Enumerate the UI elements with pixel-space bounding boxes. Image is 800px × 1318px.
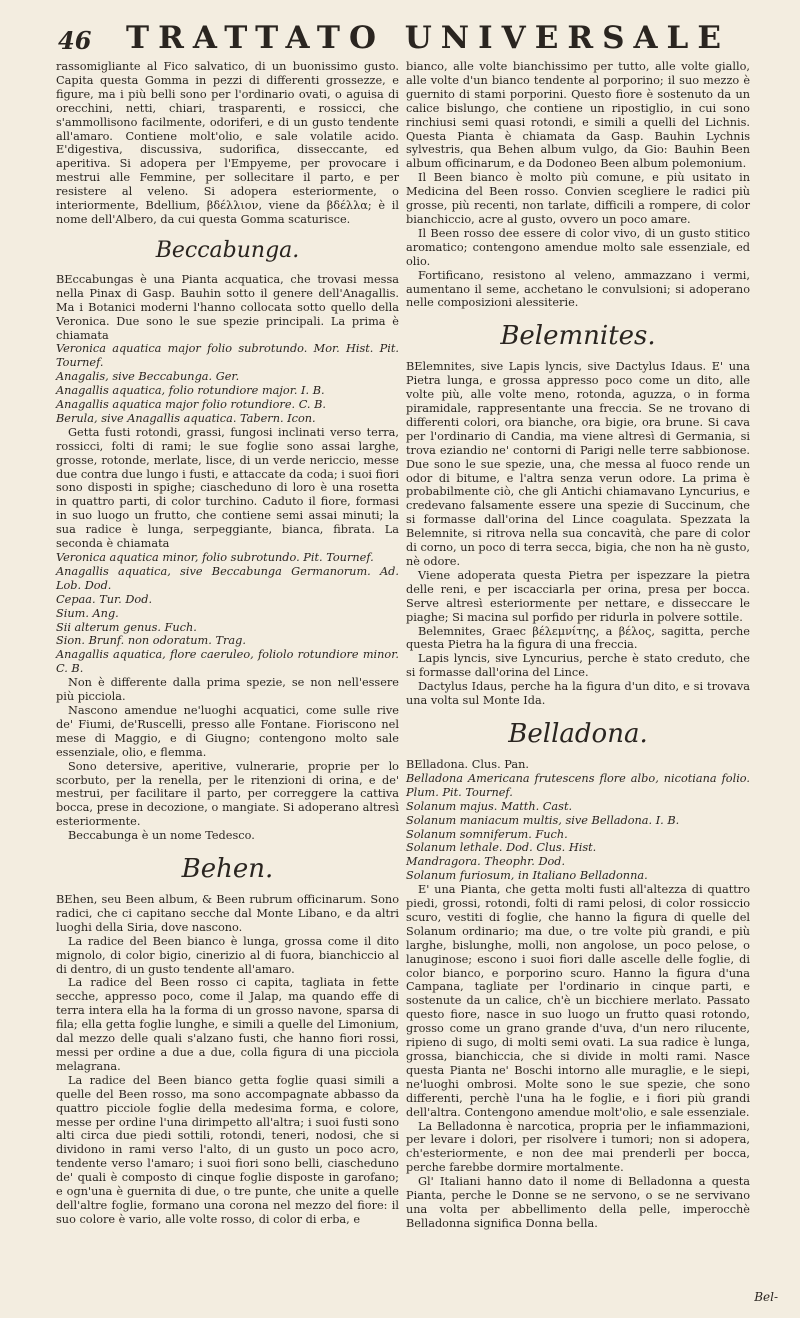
synonym-line: Cepaa. Tur. Dod. <box>56 592 153 606</box>
left-column <box>56 60 399 1227</box>
paragraph: E' una Pianta, che getta molti fusti all'altezza di quattro piedi, grossi, rotondi, folti di rami pelosi, di color rossiccio scuro, vestiti di foglie, che hanno la figura di quelle del Solanum ordinario; ma due, o tre volte più grandi, e più larghe, bislunghe, molli, non angolose, un poco pelose, o lanuginose; escono i suoi fiori dalle ascelle delle foglie, di color bianco, e porporino scuro. Hanno la figura d'una Campana, tagliate per l'ordinario in cinque parti, e sostenute da un calice, ch'è un bicchiere merlato. Passato questo fiore, nasce in suo luogo un frutto quasi rotondo, grosso come un grano grande d'uva, d'un nero rilucente, ripieno di sugo, di molti semi ovati. La sua radice è lunga, grossa, bianchiccia, che si divide in molti rami. Nasce questa Pianta ne' Boschi intorno alle muraglie, e le siepi, ne'luoghi ombrosi. Molte sono le sue spezie, che sono differenti, perchè l'una ha le foglie, e i fiori più grandi dell'altra. Contengono amendue molt'olio, e sale essenziale. <box>406 883 750 1119</box>
paragraph: Non è differente dalla prima spezie, se non nell'essere più picciola. <box>56 676 399 704</box>
paragraph: bianco, alle volte bianchissimo per tutto, alle volte giallo, alle volte d'un bianco tendente al porporino; il suo mezzo è guernito di stami porporini. Questo fiore è sostenuto da un calice bislungo, che contiene un ripostiglio, in cui sono rinchiusi semi quasi rotondi, e simili a quelli del Lichnis. Questa Pianta è chiamata da Gasp. Bauhin Lychnis sylvestris, qua Behen album vulgo, da Gio: Bauhin Been album officinarum, e da Dodoneo Been album polemonium. <box>406 60 750 171</box>
synonym-line: Veronica aquatica minor, folio subrotundo. Pit. Tournef. <box>56 551 374 564</box>
paragraph: La Belladonna è narcotica, propria per le infiammazioni, per levare i dolori, per risolvere i tumori; non si adopera, ch'esteriormente, e non dee mai prenderli per bocca, perche farebbe dormire mortalmente. <box>406 1119 750 1175</box>
page-number: 46 <box>58 26 92 55</box>
synonym-line: Anagallis aquatica, folio rotundiore major. I. B. <box>56 384 325 398</box>
synonym-line: Anagallis aquatica, flore caeruleo, foliolo rotundiore minor. C. B. <box>56 648 399 676</box>
section-heading-behen: Behen. <box>181 854 274 885</box>
section-heading-belemnites: Belemnites. <box>500 321 656 352</box>
paragraph: BElemnites, sive Lapis lyncis, sive Dactylus Idaus. E' una Pietra lunga, e grossa appresso poco come un dito, alle volte più, alle volte meno, rotonda, aguzza, o in forma piramidale, rappresentante una freccia. Se ne trovano di differenti colori, ora bianche, ora bigie, ora brune. Si cava per l'ordinario di Candia, ma viene altresì di Germania, si trova eziandio ne' contorni di Parigi nelle terre sabbionose. Due sono le sue spezie, una, che messa al fuoco rende un odor di bitume, e l'altra senza verun odore. La prima è probabilmente ciò, che gli Antichi chiamavano Lyncurius, e credevano falsamente essere una spezie di Succinum, che si formasse dall'orina del Lince coagulata. Spezzata la Belemnite, si ritrova nella sua concavità, che pare di color di corno, un poco di terra secca, bigia, che non ha nè gusto, nè odore. <box>406 360 750 568</box>
paragraph: BEccabungas è una Pianta acquatica, che trovasi messa nella Pinax di Gasp. Bauhin sotto il genere dell'Anagallis. Ma i Botanici moderni l'hanno collocata sotto quello della Veronica. Due sono le sue spezie principali. La prima è chiamata <box>56 272 399 342</box>
synonym-line: Solanum maniacum multis, sive Belladona. I. B. <box>406 813 680 827</box>
synonym-line: Solanum furiosum, in Italiano Belladonna. <box>406 869 648 883</box>
paragraph: BEhen, seu Been album, & Been rubrum officinarum. Sono radici, che ci capitano secche dal Monte Libano, e da altri luoghi della Siria, dove nascono. <box>56 893 399 934</box>
paragraph: Nascono amendue ne'luoghi acquatici, come sulle rive de' Fiumi, de'Ruscelli, presso alle Fontane. Fioriscono nel mese di Maggio, e di Giugno; contengono molto sale essenziale, olio, e flemma. <box>56 703 399 759</box>
paragraph: La radice del Been bianco è lunga, grossa come il dito mignolo, di color bigio, cinerizio al di fuora, bianchiccio al di dentro, di un gusto tendente all'amaro. <box>56 934 399 976</box>
paragraph: Gl' Italiani hanno dato il nome di Belladonna a questa Pianta, perche le Donne se ne servono, o se ne servivano una volta per abbellimento della pelle, imperocchè Belladonna significa Donna bella. <box>406 1175 750 1230</box>
synonym-line: Belladona Americana frutescens flore albo, nicotiana folio. Plum. Pit. Tournef. <box>406 771 750 799</box>
right-column <box>406 60 750 1231</box>
paragraph: rassomigliante al Fico salvatico, di un buonissimo gusto. Capita questa Gomma in pezzi di differenti grossezze, e figure, ma i più belli sono per l'ordinario ovati, o aguisa di orecchini, netti, chiari, trasparenti, e rossicci, che s'ammollisono facilmente, odoriferi, e di un gusto tendente all'amaro. Contiene molt'olio, e sale volatile acido. E'digestiva, discussiva, sudorifica, disseccante, ed aperitiva. Si adopera per l'Empyeme, per provocare i mestrui alle Femmine, per sollecitare il parto, e per resistere al veleno. Si adopera esteriormente, o interiormente, Bdellium, βδέλλιον, viene da βδέλλα; è il nome dell'Albero, da cui questa Gomma scaturisce. <box>56 60 399 226</box>
paragraph: Belemnites, Graec βέλεμνίτης, a βέλος, sagitta, perche questa Pietra ha la figura di una freccia. <box>406 624 750 652</box>
synonym-line: Anagallis aquatica, sive Beccabunga Germanorum. Ad. Lob. Dod. <box>56 564 399 592</box>
synonym-line: Anagallis aquatica major folio rotundiore. C. B. <box>56 398 327 412</box>
section-heading-beccabunga: Beccabunga. <box>155 237 300 263</box>
paragraph: Sono detersive, aperitive, vulnerarie, proprie per lo scorbuto, per la renella, per le ritenzioni di orina, e de' mestrui, per facilitare il parto, per correggere la cattiva bocca, prese in decozione, o mangiate. Si adoperano altresì esteriormente. <box>56 759 399 829</box>
section-heading-belladona: Belladona. <box>508 718 648 749</box>
synonym-line: Sion. Brunf. non odoratum. Trag. <box>56 634 246 648</box>
synonym-line: Sium. Ang. <box>56 606 119 620</box>
paragraph: BElladona. Clus. Pan. <box>406 757 529 771</box>
synonym-line: Solanum lethale. Dod. Clus. Hist. <box>406 841 597 855</box>
paragraph: Beccabunga è un nome Tedesco. <box>68 829 255 843</box>
paragraph: La radice del Been rosso ci capita, tagliata in fette secche, appresso poco, come il Jalap, ma quando effe di terra intera ella ha la forma di un grosso navone, sparsa di fila; ella getta foglie lunghe, e simili a quelle del Limonium, dal mezzo delle quali s'alzano fusti, che hanno fiori rossi, messi per ordine a due a due, colla figura di una picciola melagrana. <box>56 976 399 1073</box>
synonym-line: Anagalis, sive Beccabunga. Ger. <box>56 370 240 384</box>
paragraph: Dactylus Idaus, perche ha la figura d'un dito, e si trovava una volta sul Monte Ida. <box>406 680 750 708</box>
synonym-line: Berula, sive Anagallis aquatica. Tabern. Icon. <box>56 411 316 425</box>
paragraph: Viene adoperata questa Pietra per ispezzare la pietra delle reni, e per iscacciarla per orina, presa per bocca. Serve altresì esteriormente per nettare, e disseccare le piaghe; Si macina sul porfido per ridurla in polvere sottile. <box>406 568 750 624</box>
paragraph: Lapis lyncis, sive Lyncurius, perche è stato creduto, che si formasse dall'orina del Lince. <box>406 652 750 680</box>
paragraph: Il Been rosso dee essere di color vivo, di un gusto stitico aromatico; contengono amendue molto sale essenziale, ed olio. <box>406 226 750 268</box>
catchword: Bel- <box>754 1290 778 1304</box>
synonym-line: Solanum somniferum. Fuch. <box>406 827 568 841</box>
page-header <box>58 18 748 58</box>
synonym-line: Veronica aquatica major folio subrotundo. Mor. Hist. Pit. Tournef. <box>56 342 399 370</box>
synonym-line: Sii alterum genus. Fuch. <box>56 620 197 634</box>
synonym-line: Mandragora. Theophr. Dod. <box>406 855 566 869</box>
synonym-line: Solanum majus. Matth. Cast. <box>406 799 573 813</box>
paragraph: Fortificano, resistono al veleno, ammazzano i vermi, aumentano il seme, acchetano le convulsioni; si adoperano nelle composizioni alessiterie. <box>406 268 750 310</box>
paragraph: Il Been bianco è molto più comune, e più usitato in Medicina del Been rosso. Convien scegliere le radici più grosse, più recenti, non tarlate, difficili a rompere, di color bianchiccio, acre al gusto, ovvero un poco amare. <box>406 171 750 226</box>
paragraph: La radice del Been bianco getta foglie quasi simili a quelle del Been rosso, ma sono accompagnate abbasso da quattro picciole foglie della medesima forma, e colore, messe per ordine l'una dirimpetto all'altra; i suoi fusti sono alti circa due piedi sottili, rotondi, teneri, nodosi, che si dividono in rami verso l'alto, di un gusto un poco acro, tendente verso l'amaro; i suoi fiori sono belli, ciascheduno de' quali è composto di cinque foglie disposte in garofano; e ogn'una è guernita di due, o tre punte, che unite a quelle dell'altre foglie, formano una corona nel mezzo del fiore: il suo colore è vario, alle volte rosso, di color di erba, e <box>56 1073 399 1226</box>
running-title: TRATTATO UNIVERSALE <box>126 20 730 56</box>
paragraph: Getta fusti rotondi, grassi, fungosi inclinati verso terra, rossicci, folti di rami; le sue foglie sono assai larghe, grosse, rotonde, merlate, lisce, di un verde nericcio, messe due contra due lungo i fusti, e attaccate da coda; i suoi fiori sono disposti in spighe; ciascheduno di loro è una rosetta in quattro parti, di color turchino. Caduto il fiore, formasi in suo luogo un frutto, che contiene semi assai minuti; la sua radice è lunga, serpeggiante, bianca, fibrata. La seconda è chiamata <box>56 425 399 551</box>
